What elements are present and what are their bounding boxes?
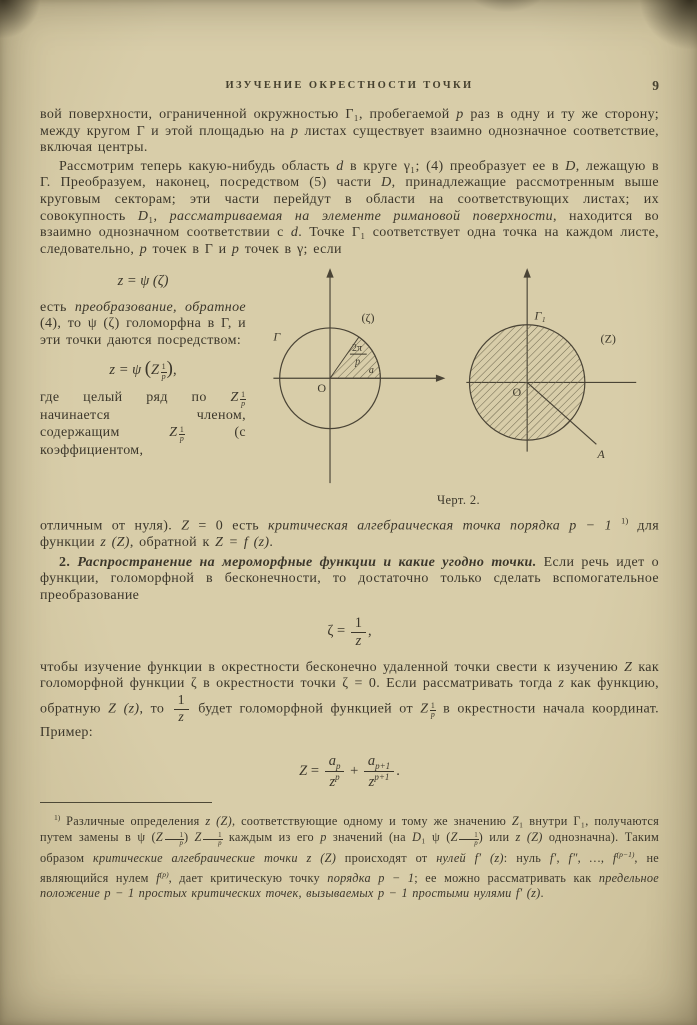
text-run: p: [139, 241, 148, 257]
left-horizontal-axis-arrow-icon: [435, 375, 444, 382]
text-run: каждым из его: [222, 829, 321, 844]
fraction-denominator: [365, 772, 394, 790]
text-run: .: [540, 886, 544, 901]
figure-2-diagrams: [265, 265, 653, 490]
label-origin-right: O: [511, 385, 521, 400]
label-point-a: a: [368, 365, 374, 377]
text-run: ): [183, 829, 195, 844]
text-run: .: [269, 535, 274, 551]
scan-artifact-top-right: [639, 0, 697, 50]
footnote-1: [40, 810, 659, 902]
text-run: z: [355, 632, 362, 649]
text-run: D: [412, 829, 422, 844]
text-run: Z: [194, 829, 202, 844]
text-run: $a_p$: [328, 753, 341, 771]
fraction-numerator: [174, 693, 189, 710]
text-run: $z^{p+1}$: [368, 771, 390, 790]
text-run: = 0 есть: [189, 518, 269, 534]
text-run: раз в одну и ту же сторону; между кругом Γ и этой площадью на: [40, 107, 659, 139]
stacked-exponent: $\frac{1}{p}$: [161, 362, 166, 381]
text-run: ,: [172, 361, 177, 378]
fraction-numerator: [351, 615, 366, 632]
text-run: d: [290, 225, 299, 241]
text-run: как голоморфной функции ζ в окрестности точки ζ = 0. Если рассматривать тогда: [40, 659, 660, 692]
text-run: вой поверхности, ограниченной окружностью Γ₁, пробегаемой: [40, 107, 457, 122]
text-run: (4), то ψ (ζ) голоморфна в Γ, и эти точки даются посредством:: [40, 316, 246, 348]
label-point-A: A: [596, 447, 605, 462]
text-run: есть: [40, 299, 75, 315]
text-run: [428, 701, 435, 720]
text-run: критическая алгебраическая точка порядка p − 1: [268, 518, 612, 534]
text-run: p: [291, 123, 299, 139]
text-run: 1: [354, 615, 363, 632]
text-run: f: [156, 870, 160, 885]
paragraph-1: [40, 107, 659, 157]
paragraph-3: [40, 513, 659, 552]
fraction-numerator: [364, 753, 394, 772]
text-run: Распространение на мероморфные функции и какие угодно точки.: [77, 554, 537, 570]
text-run: [612, 518, 621, 533]
label-zeta-plane: (ζ): [360, 310, 374, 325]
formula-Z-series-example: [40, 753, 659, 790]
stacked-exponent: $\frac{1}{p}$: [179, 424, 184, 443]
fraction-denominator: [325, 772, 343, 790]
text-run: отличным от нуля).: [40, 518, 182, 534]
text-run: , не являющийся нулем: [40, 851, 660, 885]
text-run: D: [137, 208, 149, 224]
text-run: будет голоморфной функцией от: [190, 701, 421, 717]
text-run: D: [565, 158, 576, 174]
text-run: (p): [159, 869, 169, 879]
text-run: Z: [169, 424, 178, 440]
text-run: z: [178, 709, 185, 725]
paragraph-5: [40, 660, 659, 742]
text-run: .: [396, 762, 400, 779]
text-run: преобразование, обратное: [74, 299, 246, 315]
text-run: $a_{p+1}$: [367, 753, 391, 771]
text-run: p: [320, 829, 327, 844]
text-run: [458, 830, 479, 847]
label-angle-numerator: 2π: [351, 343, 362, 355]
fraction: [351, 615, 366, 648]
text-run: p: [231, 241, 240, 257]
text-run: [159, 362, 167, 381]
fraction-denominator: [174, 710, 188, 726]
footnote-separator: [40, 802, 212, 803]
text-run: [163, 830, 184, 847]
paragraph-2: [40, 159, 659, 259]
text-run: [202, 830, 223, 847]
text-and-figure-row: [40, 265, 659, 507]
text-run: в окрестности начала координат. Пример:: [40, 701, 660, 741]
stacked-exponent: $\frac{1}{p}$: [165, 832, 184, 847]
text-run: ₁,: [148, 208, 170, 224]
stacked-exponent: $\frac{1}{p}$: [241, 389, 245, 409]
text-run: z = ψ (ζ): [117, 273, 169, 290]
text-run: Рассмотрим теперь какую-нибудь область: [59, 158, 337, 174]
left-vertical-axis-arrow-icon: [326, 268, 333, 277]
text-run: (с коэффициентом,: [40, 424, 246, 459]
text-run: 1): [54, 813, 61, 823]
text-run: Z: [420, 701, 429, 717]
text-run: чтобы изучение функции в окрестности бесконечно удаленной точки свести к изучению: [40, 659, 625, 675]
text-run: d: [336, 158, 344, 174]
text-run: Z = f (z): [215, 535, 270, 551]
page-number: 9: [652, 78, 659, 93]
text-run: происходят от: [336, 851, 437, 866]
text-run: 1): [621, 515, 629, 526]
text-run: , соответствующие одному и тому же значению: [231, 814, 512, 829]
text-run: ): [166, 357, 173, 379]
text-run: рассматриваемая на элементе римановой поверхности: [169, 208, 553, 224]
text-run: , лежащую в Γ. Преобразуем, наконец, посредством (5) части: [40, 158, 659, 191]
text-run: однозначна). Таким образом: [40, 829, 659, 866]
stacked-exponent: $\frac{1}{p}$: [430, 701, 435, 720]
paragraph-4-section-2: [40, 555, 659, 605]
text-run: . Точке Γ₁ соответствует одна точка на каждом листе, следовательно,: [40, 225, 659, 257]
figure-caption: Черт. 2.: [436, 492, 481, 507]
text-run: z = ψ: [109, 361, 145, 378]
fraction-numerator: [325, 753, 345, 772]
fraction: [325, 753, 345, 790]
text-run: : нуль: [503, 851, 550, 866]
text-run: Различные определения: [60, 814, 206, 829]
text-run: , дает критическую точку: [168, 870, 328, 885]
text-run: где целый ряд по: [40, 390, 231, 406]
text-run: z (Z): [205, 814, 232, 829]
text-run: z: [558, 676, 565, 692]
scan-artifact-top-left: [0, 0, 42, 40]
label-origin-left: O: [316, 381, 326, 396]
text-run: ζ =: [327, 623, 349, 640]
label-gamma1: Γ₁: [534, 308, 546, 323]
running-head-title: ИЗУЧЕНИЕ ОКРЕСТНОСТИ ТОЧКИ: [225, 80, 474, 91]
text-run: Z: [299, 762, 308, 779]
text-run: , находится во взаимно однозначном соответствии с: [40, 208, 659, 241]
text-run: [239, 389, 246, 409]
text-run: точек в γ; если: [239, 241, 342, 257]
right-vertical-axis-arrow-icon: [523, 268, 530, 277]
text-run: 1: [177, 693, 185, 709]
text-run: Z: [624, 659, 633, 675]
fraction-denominator: [352, 633, 366, 649]
text-run: критические алгебраические точки z (Z): [93, 851, 337, 866]
text-run: значений (на: [326, 829, 413, 844]
text-run: нулей f′ (z): [436, 851, 504, 866]
formula-z-psi-Z-power: [40, 358, 246, 382]
page-content: [40, 80, 659, 902]
left-text-column: [40, 265, 246, 507]
text-run: точек в Γ и: [147, 241, 232, 257]
left-column-text-1: [40, 300, 246, 350]
text-run: ) или: [478, 829, 516, 844]
text-run: (p−1): [616, 850, 635, 860]
text-run: для функции: [40, 518, 659, 551]
text-run: +: [346, 762, 362, 779]
text-run: Z: [450, 829, 458, 844]
label-angle-denominator: p: [354, 356, 360, 368]
text-run: Z: [511, 814, 519, 829]
left-column-text-2: [40, 390, 246, 460]
text-run: ₁ ψ (: [421, 829, 451, 844]
text-run: Z: [181, 518, 190, 534]
text-run: ₁ внутри Γ₁, получаются путем замены в ψ (: [40, 814, 659, 844]
text-run: предельное положение p − 1 простых критических точек, вызываемых p − 1 простыми нулями f′ (z): [40, 870, 659, 901]
formula-zeta-equals-1-over-z: [40, 615, 659, 648]
text-run: Z (z): [108, 701, 140, 717]
text-run: $z^p$: [329, 771, 340, 790]
text-run: в круге γ₁; (4) преобразует ее в: [343, 158, 566, 174]
left-diagram-zeta-plane: [272, 268, 445, 483]
right-diagram-Z-plane: [466, 268, 636, 461]
stacked-exponent: $\frac{1}{p}$: [459, 832, 478, 847]
text-run: Если речь идет о функции, голоморфной в бесконечности, то достаточно только сделать вспомогательное преобразование: [40, 554, 659, 603]
text-run: 2.: [59, 554, 78, 570]
label-Z-plane: (Z): [600, 331, 616, 346]
fraction: [174, 693, 189, 725]
scan-artifact-top-middle: [467, 0, 547, 12]
text-run: ; ее можно рассматривать как: [414, 870, 599, 885]
text-run: z (Z): [515, 829, 543, 844]
text-run: D: [381, 175, 392, 191]
text-run: p: [456, 107, 464, 122]
text-run: Z: [230, 390, 239, 406]
label-gamma: Γ: [272, 329, 280, 344]
figure-2-container: [246, 265, 659, 507]
fraction: [364, 753, 394, 790]
running-head-row: [40, 80, 659, 91]
text-run: листах существует взаимно однозначное соответствие, включая центры.: [40, 123, 659, 156]
text-run: Z: [151, 361, 160, 378]
text-run: , то: [139, 701, 172, 717]
stacked-exponent: $\frac{1}{p}$: [203, 832, 222, 847]
text-run: , принадлежащие рассмотренным выше круговым секторам; эти части перейдут в области на соответствующих листах; их совокупность: [40, 175, 659, 224]
text-run: ,: [368, 623, 372, 640]
text-run: , обратной к: [129, 535, 216, 551]
text-run: начинается членом, содержащим: [40, 408, 246, 440]
text-run: f′, f″, …, f: [549, 851, 617, 866]
text-run: (: [144, 357, 152, 379]
text-run: Z: [155, 829, 163, 844]
text-run: [177, 424, 184, 443]
text-run: порядка p − 1: [327, 870, 415, 885]
formula-z-psi-zeta: [40, 273, 246, 290]
text-run: =: [307, 762, 323, 779]
text-run: z (Z): [100, 535, 130, 551]
text-run: как функцию, обратную: [40, 676, 659, 717]
